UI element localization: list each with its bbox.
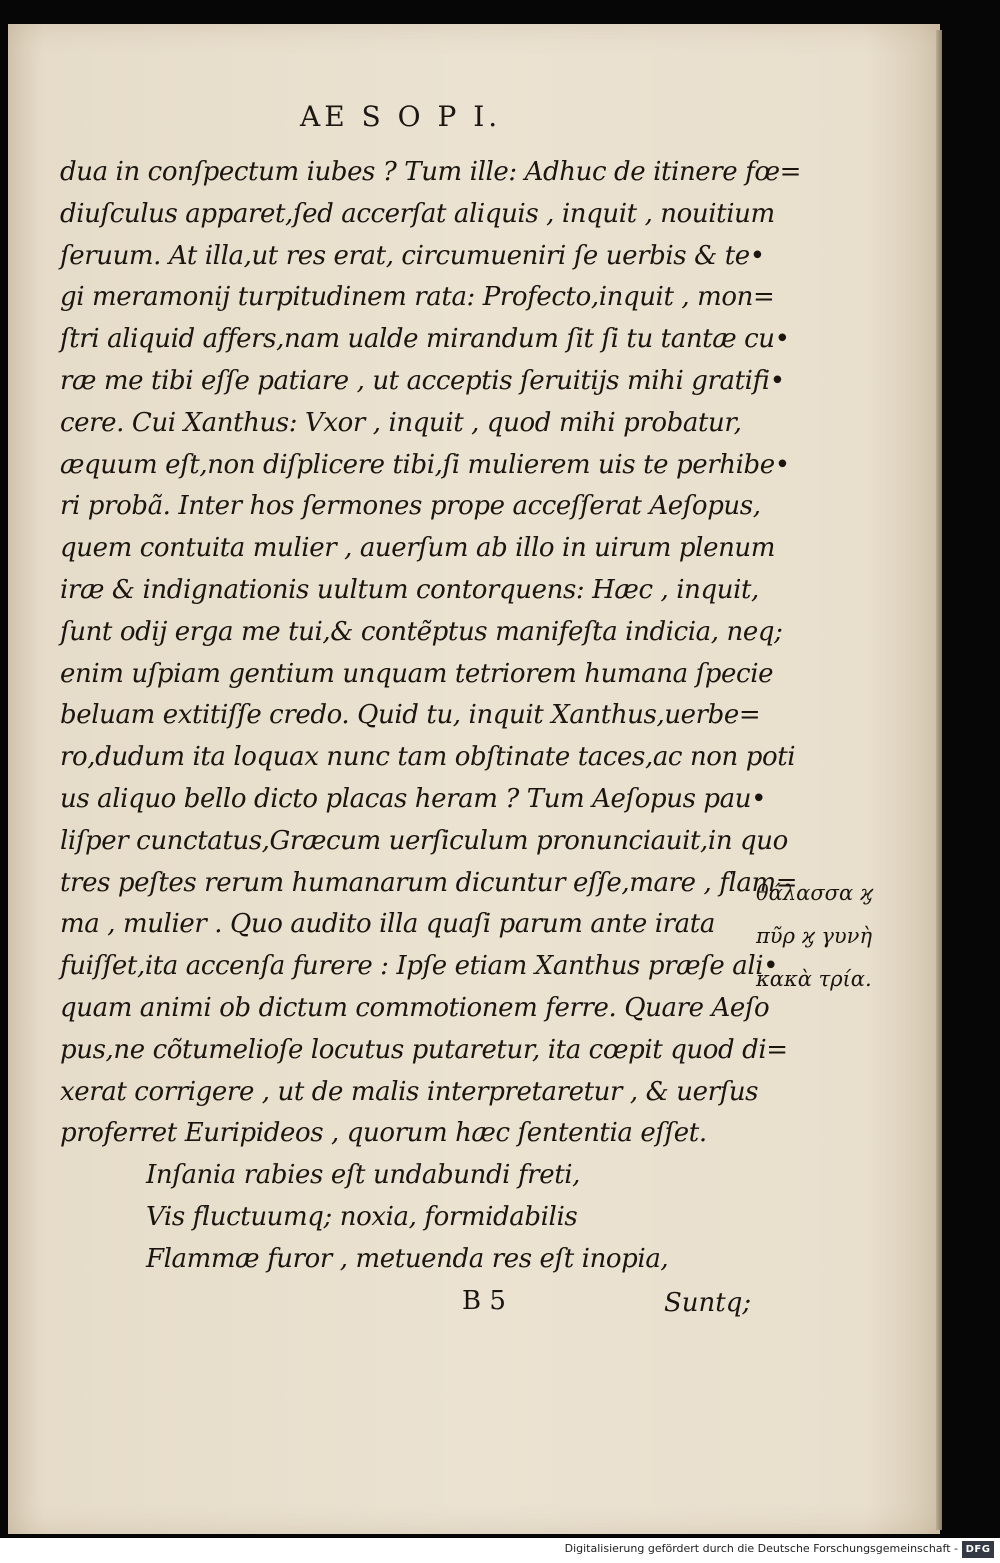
verse-line: Vis fluctuumq; noxia, formidabilis [146, 1201, 578, 1232]
text-line: cere. Cui Xanthus: Vxor , inquit , quod mihi probatur, [60, 407, 742, 438]
signature-mark: B 5 [462, 1286, 506, 1316]
text-line: æquum eſt,non diſplicere tibi,ſi mulierem uis te perhibe• [60, 449, 790, 480]
marginal-note-line: θάλασσα ϗ [756, 881, 873, 905]
footer-bar [0, 1538, 1000, 1563]
text-line: liſper cunctatus,Græcum uerſiculum pronunciauit,in quo [60, 825, 788, 856]
text-line: proferret Euripideos , quorum hæc ſententia eſſet. [60, 1118, 707, 1149]
text-line: xerat corrigere , ut de malis interpretaretur , & uerſus [60, 1076, 759, 1107]
funding-credit: Digitalisierung gefördert durch die Deutsche Forschungsgemeinschaft - [564, 1542, 958, 1555]
body-text [60, 152, 802, 1281]
running-head: AE S O P I. [300, 100, 502, 133]
dfg-logo-icon: DFG [962, 1541, 994, 1558]
page-edge [936, 30, 942, 1530]
marginal-note [756, 872, 936, 1001]
text-line: beluam extitiſſe credo. Quid tu, inquit Xanthus,uerbe= [60, 700, 761, 731]
text-line: ſeruum. At illa,ut res erat, circumueniri ſe uerbis & te• [60, 240, 765, 271]
text-line: diuſculus apparet,ſed accerſat aliquis , inquit , nouitium [60, 198, 775, 229]
text-line: ri probã. Inter hos ſermones prope acceſſerat Aeſopus, [60, 491, 761, 522]
text-line: pus,ne cõtumelioſe locutus putaretur, ita cœpit quod di= [60, 1034, 788, 1065]
text-line: ro,dudum ita loquax nunc tam obſtinate taces,ac non poti [60, 742, 796, 773]
text-line: gi meramonij turpitudinem rata: Profecto,inquit , mon= [60, 282, 775, 313]
text-line: dua in conſpectum iubes ? Tum ille: Adhuc de itinere fœ= [60, 157, 802, 187]
text-line: quem contuita mulier , auerſum ab illo in uirum plenum [60, 533, 776, 564]
text-line: enim uſpiam gentium unquam tetriorem humana ſpecie [60, 658, 774, 689]
verse-line: Flammæ furor , metuenda res eſt inopia, [146, 1243, 669, 1274]
catchword: Suntq; [664, 1288, 752, 1318]
text-line: fuiſſet,ita accenſa furere : Ipſe etiam Xanthus præſe ali• [60, 951, 779, 982]
text-line: iræ & indignationis uultum contorquens: Hæc , inquit, [60, 574, 759, 605]
marginal-note-line: κακὰ τρία. [756, 967, 872, 991]
text-line: quam animi ob dictum commotionem ferre. Quare Aeſo [60, 992, 770, 1023]
text-line: us aliquo bello dicto placas heram ? Tum Aeſopus pau• [60, 783, 767, 814]
text-line: ſunt odij erga me tui,& contẽptus manifeſta indicia, neq; [60, 616, 783, 647]
text-line: ma , mulier . Quo audito illa quaſi parum ante irata [60, 909, 715, 940]
marginal-note-line: πῦρ ϗ γυνὴ [756, 924, 873, 948]
text-line: ſtri aliquid affers,nam ualde mirandum ſit ſi tu tantæ cu• [60, 324, 790, 355]
text-line: ræ me tibi eſſe patiare , ut acceptis ſeruitijs mihi gratifi• [60, 365, 785, 396]
verse-line: Inſania rabies eſt undabundi freti, [146, 1160, 581, 1191]
text-line: tres peſtes rerum humanarum dicuntur eſſe,mare , flam= [60, 867, 798, 898]
